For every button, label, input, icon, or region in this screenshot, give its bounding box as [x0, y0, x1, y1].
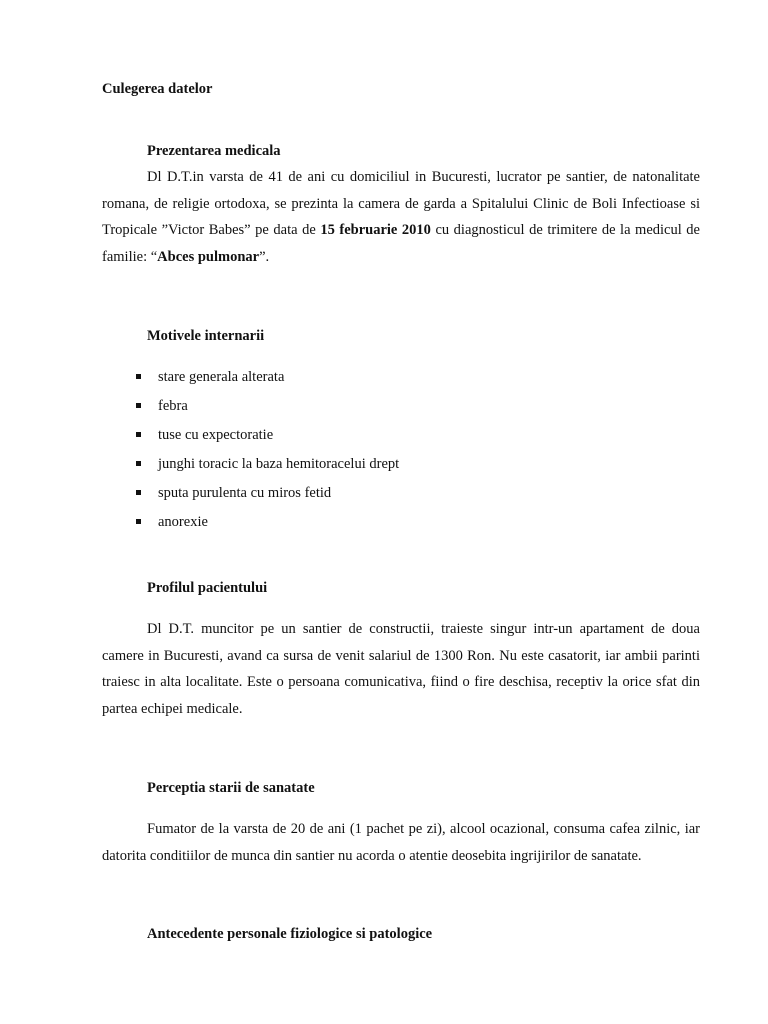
- list-item-label: sputa purulenta cu miros fetid: [158, 485, 332, 501]
- list-item: [102, 480, 399, 509]
- prezentare-text-3: ”.: [259, 248, 270, 265]
- list-item-label: anorexie: [158, 514, 208, 530]
- list-item: [102, 364, 399, 393]
- list-item-label: tuse cu expectoratie: [158, 427, 274, 443]
- list-item: [102, 393, 399, 422]
- heading-perceptie: Perceptia starii de sanatate: [147, 780, 315, 796]
- bullet-icon: [136, 490, 141, 495]
- heading-motive: Motivele internarii: [147, 328, 265, 344]
- perceptie-text: Fumator de la varsta de 20 de ani (1 pachet pe zi), alcool ocazional, consuma cafea zilnic, iar datorita conditiilor de munca din santier nu acorda o atentie deosebita ingrijirilor de sanatate.: [102, 821, 700, 864]
- bullet-icon: [136, 374, 141, 379]
- document-title: Culegerea datelor: [102, 81, 213, 97]
- list-motive: [102, 364, 399, 538]
- heading-antecedente: Antecedente personale fiziologice si patologice: [147, 926, 433, 942]
- prezentare-text-1: Dl D.T.in varsta de 41 de ani cu domiciliul in Bucuresti, lucrator pe santier, de natonalitate romana, de religie ortodoxa, se prezinta la camera de garda a Spitalului Clinic de Boli Infectioase si Tropicale ”Victor Babes” pe data de: [102, 169, 700, 238]
- paragraph-prezentare: [102, 164, 700, 270]
- bullet-icon: [136, 403, 141, 408]
- list-item: [102, 451, 399, 480]
- prezentare-text-2: cu diagnosticul de trimitere de la medicul de familie: “: [102, 222, 700, 265]
- paragraph-perceptie: [102, 816, 700, 869]
- list-item-label: junghi toracic la baza hemitoracelui drept: [158, 456, 400, 472]
- heading-prezentare: Prezentarea medicala: [147, 143, 281, 159]
- prezentare-diagnosis: Abces pulmonar: [157, 248, 260, 265]
- list-item: [102, 422, 399, 451]
- list-item-label: febra: [158, 398, 188, 414]
- bullet-icon: [136, 461, 141, 466]
- bullet-icon: [136, 519, 141, 524]
- list-item: [102, 509, 399, 538]
- prezentare-date: 15 februarie 2010: [320, 222, 431, 238]
- heading-profil: Profilul pacientului: [147, 580, 268, 596]
- paragraph-profil: [102, 616, 700, 722]
- profil-text: Dl D.T. muncitor pe un santier de constructii, traieste singur intr-un apartament de doua camere in Bucuresti, avand ca sursa de venit salariul de 1300 Ron. Nu este casatorit, iar ambii parinti traiesc in alta localitate. Este o persoana comunicativa, fiind o fire deschisa, receptiv la orice sfat din partea echipei medicale.: [102, 621, 700, 717]
- list-item-label: stare generala alterata: [158, 369, 285, 385]
- bullet-icon: [136, 432, 141, 437]
